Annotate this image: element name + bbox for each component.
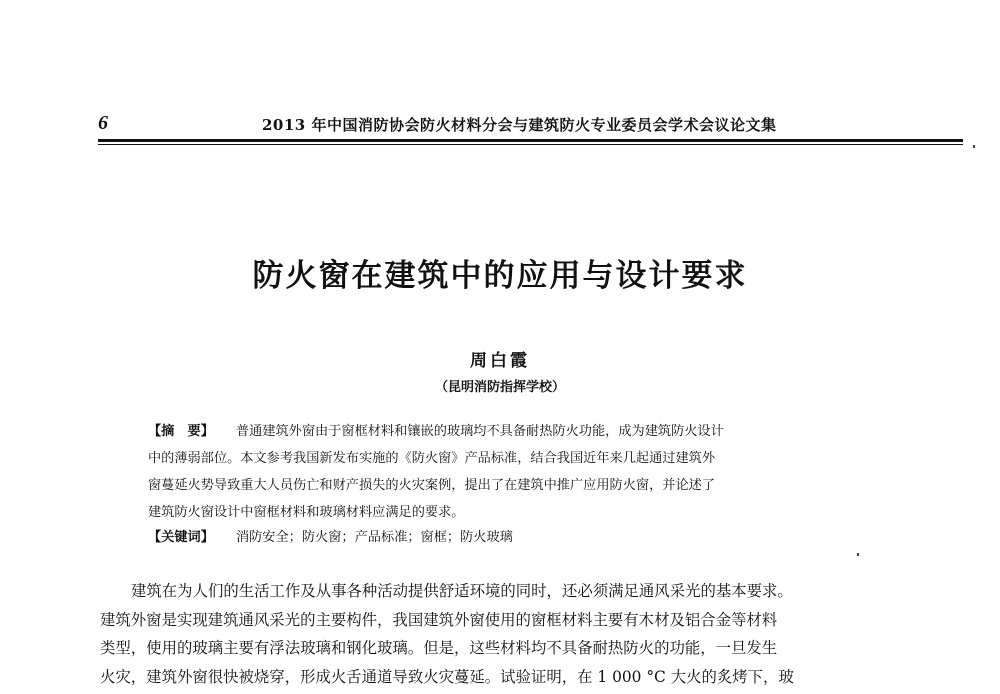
header-rule-thick	[98, 139, 963, 142]
abstract-line: 中的薄弱部位。本文参考我国新发布实施的《防火窗》产品标准，结合我国近年来几起通过建筑外	[148, 451, 716, 466]
author-affiliation: （昆明消防指挥学校）	[434, 380, 565, 395]
keywords-text: 消防安全；防火窗；产品标准；窗框；防火玻璃	[235, 530, 513, 545]
abstract-line	[148, 418, 848, 445]
body-line: 类型，使用的玻璃主要有浮法玻璃和钢化玻璃。但是，这些材料均不具备耐热防火的功能，一旦发生	[100, 639, 778, 657]
body-line: 火灾，建筑外窗很快被烧穿，形成火舌通道导致火灾蔓延。试验证明，在 1 000 °C 大火的炙烤下，玻	[100, 667, 794, 686]
header-rule-thin	[98, 144, 963, 145]
keywords-label: 【关键词】	[148, 530, 214, 545]
abstract	[148, 418, 848, 526]
abstract-text: 普通建筑外窗由于窗框材料和镶嵌的玻璃均不具备耐热防火功能，成为建筑防火设计	[235, 424, 724, 439]
scan-artifact	[857, 553, 859, 556]
abstract-line: 窗蔓延火势导致重大人员伤亡和财产损失的火灾案例，提出了在建筑中推广应用防火窗，并论述了	[148, 478, 716, 493]
body-line: 建筑在为人们的生活工作及从事各种活动提供舒适环境的同时，还必须满足通风采光的基本要求。	[131, 582, 793, 600]
keywords	[148, 526, 513, 545]
running-header: 2013 年中国消防协会防火材料分会与建筑防火专业委员会学术会议论文集	[262, 116, 777, 134]
paper-title: 防火窗在建筑中的应用与设计要求	[252, 258, 748, 294]
abstract-label: 【摘 要】	[148, 424, 214, 439]
page-number: 6	[98, 112, 108, 134]
scan-artifact	[973, 145, 975, 148]
body-line: 建筑外窗是实现建筑通风采光的主要构件，我国建筑外窗使用的窗框材料主要有木材及铝合金等材料	[100, 610, 778, 629]
body-paragraph	[100, 577, 900, 691]
abstract-line: 建筑防火窗设计中窗框材料和玻璃材料应满足的要求。	[148, 505, 465, 520]
author-name: 周白霞	[470, 351, 530, 371]
